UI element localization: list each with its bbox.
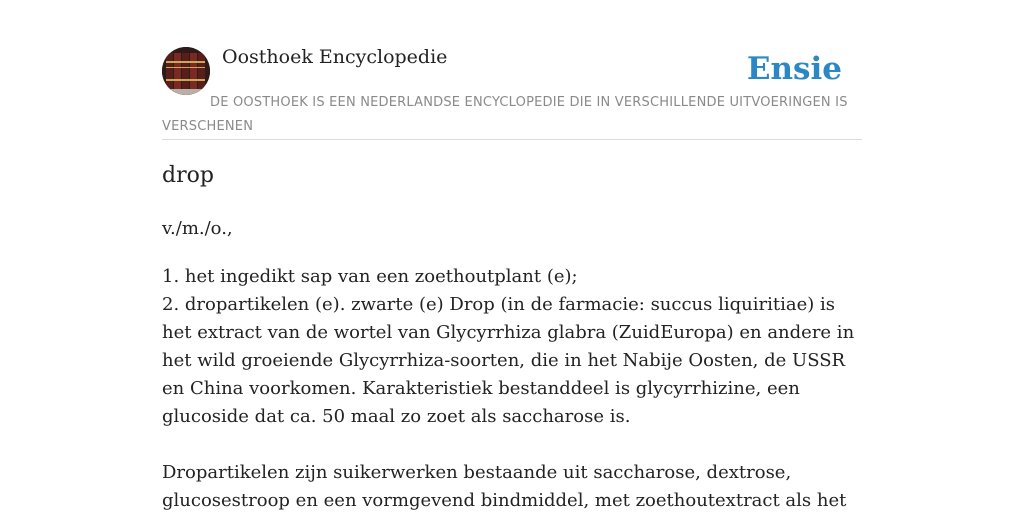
entry-paragraph: 1. het ingedikt sap van een zoethoutplant (e); 2. dropartikelen (e). zwarte (e) Drop (in de farmacie: succus liquiritiae) is het extract van de wortel van Glycyrrhiza glabra (ZuidEuropa) en andere in het wild groeiende Glycyrrhiza-soorten, die in het Nabije Oosten, de USSR en China voorkomen. Karakteristiek bestanddeel is glycyrrhizine, een glucoside dat ca. 50 maal zo zoet als saccharose is.	[162, 266, 855, 427]
site-name-link[interactable]: Oosthoek Encyclopedie	[222, 46, 448, 68]
site-tagline: DE OOSTHOEK IS EEN NEDERLANDSE ENCYCLOPEDIE DIE IN VERSCHILLENDE UITVOERINGEN IS VERSCHENEN	[162, 95, 848, 134]
entry-title: drop	[162, 163, 214, 188]
site-header	[162, 0, 862, 140]
entry-paragraph: Dropartikelen zijn suikerwerken bestaande uit saccharose, dextrose, glucosestroop en een vormgevend bindmiddel, met zoethoutextract als het	[162, 462, 847, 511]
entry-part-of-speech: v./m./o.,	[162, 218, 233, 239]
book-spines-icon[interactable]	[162, 47, 210, 95]
page-container	[162, 0, 862, 511]
brand-logo-link[interactable]: Ensie	[746, 51, 842, 87]
avatar-graphic	[162, 47, 210, 95]
entry-body	[162, 263, 862, 512]
